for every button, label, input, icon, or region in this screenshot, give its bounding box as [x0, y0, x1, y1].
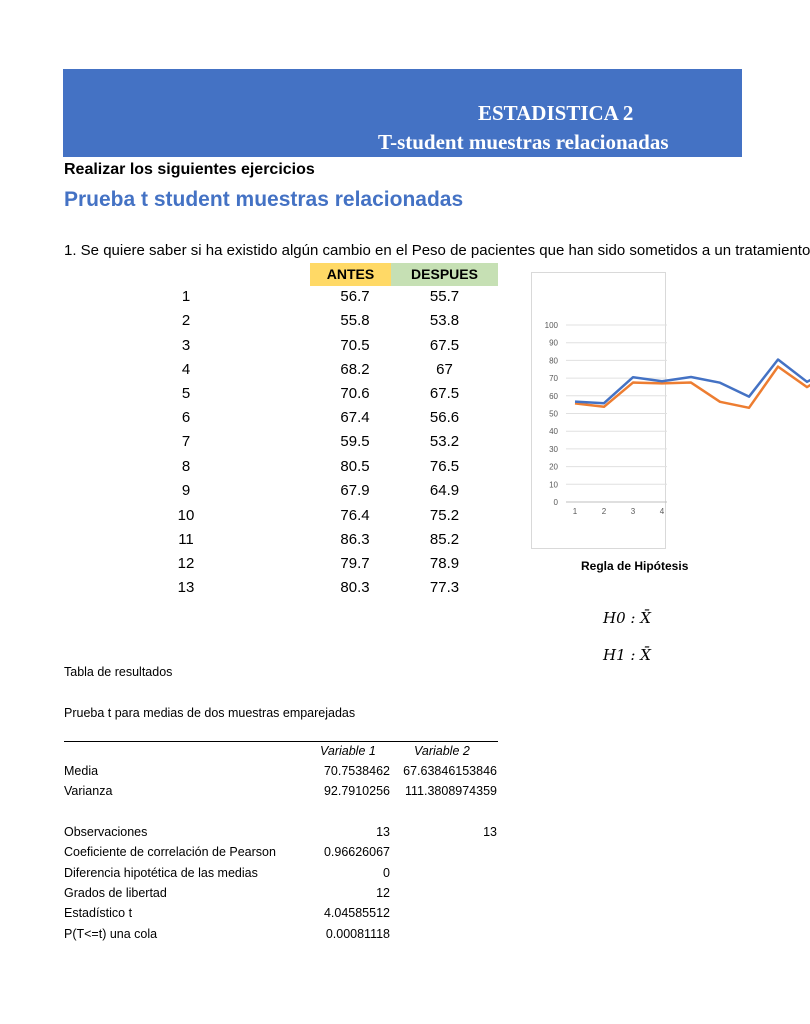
row-index: 3	[181, 337, 191, 354]
hypothesis-rule-heading: Regla de Hipótesis	[581, 559, 689, 573]
test-title: Prueba t para medias de dos muestras emparejadas	[64, 706, 356, 720]
antes-value: 70.6	[340, 385, 370, 402]
row-index: 11	[178, 531, 194, 548]
result-label: Media	[64, 764, 99, 778]
x-tick-label: 1	[572, 507, 578, 516]
despues-value: 64.9	[429, 482, 460, 499]
antes-value: 55.8	[340, 312, 370, 329]
y-tick-label: 20	[549, 462, 558, 472]
antes-value: 59.5	[340, 433, 370, 450]
antes-value: 70.5	[340, 337, 370, 354]
despues-value: 53.2	[429, 433, 460, 450]
result-value-1: 13	[376, 825, 390, 839]
result-value-1: 92.7910256	[323, 784, 390, 798]
y-tick-label: 100	[544, 321, 558, 330]
result-value-1: 4.04585512	[323, 906, 390, 920]
banner-subtitle: T-student muestras relacionadas	[378, 130, 669, 154]
chart-svg	[532, 273, 667, 550]
y-tick-label: 60	[549, 391, 558, 401]
result-value-1: 0.00081118	[325, 927, 390, 941]
result-label: Grados de libertad	[64, 886, 167, 900]
antes-value: 80.5	[340, 458, 370, 475]
y-tick-label: 80	[549, 356, 558, 366]
antes-value: 86.3	[340, 531, 370, 548]
despues-value: 56.6	[429, 409, 460, 426]
line-chart	[531, 272, 666, 549]
x-tick-label: 3	[630, 507, 636, 516]
x-tick-label: 2	[601, 507, 607, 516]
col-header-antes: ANTES	[310, 263, 391, 286]
row-index: 4	[181, 361, 191, 378]
despues-value: 77.3	[429, 579, 460, 596]
result-value-1: 12	[376, 886, 390, 900]
row-index: 8	[181, 458, 191, 475]
hypothesis-h1: H1 : X̄	[603, 646, 651, 664]
result-label: P(T<=t) una cola	[64, 927, 158, 941]
results-col1-header: Variable 1	[320, 744, 376, 758]
y-tick-label: 70	[549, 374, 558, 384]
despues-value: 76.5	[429, 458, 460, 475]
result-value-2: 111.3808974359	[405, 784, 497, 798]
y-tick-label: 30	[549, 444, 558, 454]
y-tick-label: 0	[553, 498, 558, 507]
hypothesis-h0: H0 : X̄	[603, 609, 651, 627]
row-index: 10	[177, 507, 195, 524]
instructions-heading: Realizar los siguientes ejercicios	[64, 161, 315, 178]
series-line	[575, 349, 810, 403]
despues-value: 85.2	[429, 531, 460, 548]
antes-value: 80.3	[340, 579, 370, 596]
result-value-1: 0.96626067	[323, 845, 390, 859]
row-index: 9	[181, 482, 191, 499]
banner-title: ESTADISTICA 2	[478, 101, 634, 125]
despues-value: 67	[436, 361, 453, 378]
despues-value: 55.7	[429, 288, 460, 305]
y-tick-label: 40	[549, 427, 558, 437]
result-value-1: 70.7538462	[323, 764, 390, 778]
result-label: Varianza	[64, 784, 113, 798]
col-header-despues: DESPUES	[391, 263, 498, 286]
result-value-2: 67.63846153846	[403, 764, 497, 778]
header-banner	[63, 69, 742, 157]
despues-value: 53.8	[429, 312, 460, 329]
result-label: Diferencia hipotética de las medias	[64, 866, 258, 880]
row-index: 13	[177, 579, 195, 596]
y-tick-label: 90	[549, 338, 558, 348]
despues-value: 67.5	[429, 385, 460, 402]
section-title: Prueba t student muestras relacionadas	[64, 188, 464, 211]
result-value-2: 13	[483, 825, 497, 839]
row-index: 6	[181, 409, 191, 426]
despues-value: 75.2	[429, 507, 460, 524]
antes-value: 67.4	[340, 409, 370, 426]
despues-value: 67.5	[429, 337, 460, 354]
antes-value: 67.9	[340, 482, 370, 499]
question-text: 1. Se quiere saber si ha existido algún cambio en el Peso de pacientes que han sido sometidos a un tratamiento	[64, 242, 810, 259]
y-tick-label: 10	[549, 480, 558, 490]
antes-value: 79.7	[340, 555, 370, 572]
results-col2-header: Variable 2	[414, 744, 470, 758]
antes-value: 76.4	[340, 507, 370, 524]
despues-value: 78.9	[429, 555, 460, 572]
results-label: Tabla de resultados	[64, 665, 173, 679]
row-index: 2	[181, 312, 191, 329]
antes-value: 56.7	[340, 288, 370, 305]
result-label: Estadístico t	[64, 906, 133, 920]
series-line	[575, 351, 810, 408]
result-label: Coeficiente de correlación de Pearson	[64, 845, 276, 859]
y-tick-label: 50	[549, 409, 558, 419]
x-tick-label: 4	[659, 507, 665, 516]
results-top-rule	[64, 741, 498, 742]
result-label: Observaciones	[64, 825, 148, 839]
row-index: 12	[177, 555, 195, 572]
row-index: 5	[181, 385, 191, 402]
antes-value: 68.2	[340, 361, 370, 378]
row-index: 7	[181, 433, 191, 450]
result-value-1: 0	[383, 866, 390, 880]
row-index: 1	[181, 288, 191, 305]
